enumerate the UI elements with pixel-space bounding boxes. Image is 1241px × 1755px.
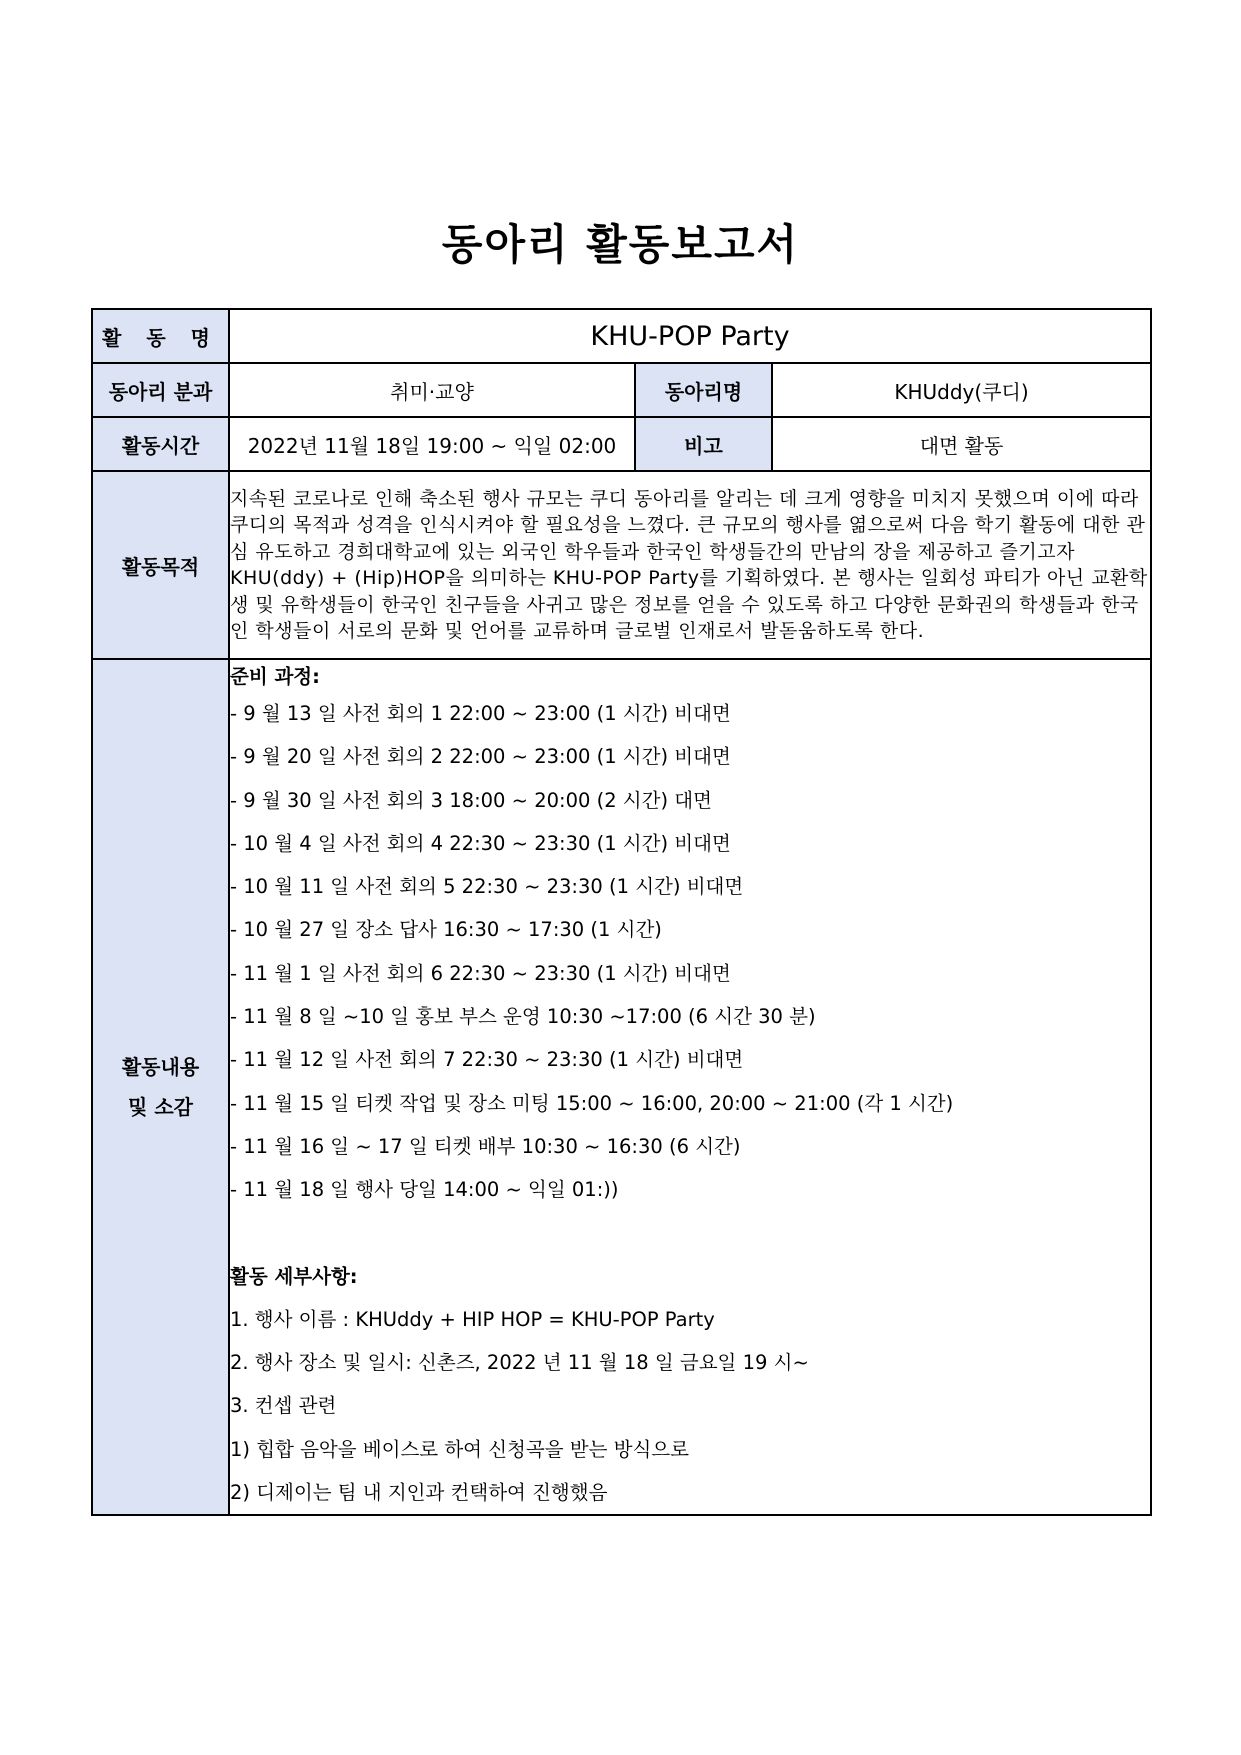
preparation-item: - 11 월 8 일 ~10 일 홍보 부스 운영 10:30 ~17:00 (6 시간 30 분) [230, 1005, 816, 1029]
preparation-heading: 준비 과정: [230, 665, 320, 688]
purpose-text: 지속된 코로나로 인해 축소된 행사 규모는 쿠디 동아리를 알리는 데 크게 영향을 미치지 못했으며 이에 따라 쿠디의 목적과 성격을 인식시켜야 할 필요성을 느꼈다. 큰 규모의 행사를 엶으로써 다음 학기 활동에 대한 관심 유도하고 경희대학교에 있는 외국인 학우들과 한국인 학생들간의 만남의 장을 제공하고 즐기고자 KHU(ddy) + (Hip)HOP을 의미하는 KHU-POP Party를 기획하였다. 본 행사는 일회성 파티가 아닌 교환학생 및 유학생들이 한국인 친구들을 사귀고 많은 정보를 얻을 수 있도록 하고 다양한 문화권의 학생들과 한국인 학생들이 서로의 문화 및 언어를 교류하며 글로벌 인재로서 발돋움하도록 한다. [229, 471, 1151, 659]
time-label: 활동시간 [92, 417, 229, 471]
content-label-line2: 및 소감 [128, 1095, 193, 1120]
preparation-item: - 11 월 16 일 ~ 17 일 티켓 배부 10:30 ~ 16:30 (6 시간) [230, 1134, 741, 1158]
section-spacer [230, 1212, 1150, 1255]
preparation-item: - 9 월 20 일 사전 회의 2 22:00 ~ 23:00 (1 시간) 비대면 [230, 745, 731, 769]
activity-name-row [92, 309, 1151, 363]
time-row [92, 417, 1151, 471]
preparation-item: - 11 월 15 일 티켓 작업 및 장소 미팅 15:00 ~ 16:00, 20:00 ~ 21:00 (각 1 시간) [230, 1091, 954, 1115]
club-name-label: 동아리명 [635, 363, 772, 417]
preparation-item: - 9 월 30 일 사전 회의 3 18:00 ~ 20:00 (2 시간) 대면 [230, 788, 712, 812]
preparation-item: - 10 월 11 일 사전 회의 5 22:30 ~ 23:30 (1 시간) 비대면 [230, 875, 744, 899]
details-item: 3. 컨셉 관련 [230, 1394, 337, 1418]
preparation-item: - 10 월 27 일 장소 답사 16:30 ~ 17:30 (1 시간) [230, 918, 662, 942]
club-name-value: KHUddy(쿠디) [772, 363, 1151, 417]
content-row [92, 659, 1151, 1515]
category-row [92, 363, 1151, 417]
report-table [91, 308, 1152, 1516]
category-label: 동아리 분과 [92, 363, 229, 417]
details-list [230, 1298, 1150, 1514]
activity-name-label: 활 동 명 [92, 309, 229, 363]
preparation-list [230, 692, 1150, 1212]
activity-name-value: KHU-POP Party [229, 309, 1151, 363]
content-body [229, 659, 1151, 1515]
preparation-item: - 9 월 13 일 사전 회의 1 22:00 ~ 23:00 (1 시간) 비대면 [230, 702, 731, 725]
details-item: 1. 행사 이름 : KHUddy + HIP HOP = KHU-POP Party [230, 1307, 715, 1331]
note-label: 비고 [635, 417, 772, 471]
content-label-line1: 활동내용 [121, 1055, 200, 1080]
preparation-item: - 11 월 18 일 행사 당일 14:00 ~ 익일 01:)) [230, 1178, 619, 1202]
content-label [92, 659, 229, 1515]
details-heading: 활동 세부사항: [230, 1264, 358, 1288]
purpose-row [92, 471, 1151, 659]
details-item: 1) 힙합 음악을 베이스로 하여 신청곡을 받는 방식으로 [230, 1437, 689, 1461]
purpose-label: 활동목적 [92, 471, 229, 659]
category-value: 취미·교양 [229, 363, 635, 417]
preparation-item: - 10 월 4 일 사전 회의 4 22:30 ~ 23:30 (1 시간) 비대면 [230, 831, 731, 855]
details-item: 2. 행사 장소 및 일시: 신촌즈, 2022 년 11 월 18 일 금요일 19 시~ [230, 1351, 809, 1375]
note-value: 대면 활동 [772, 417, 1151, 471]
time-value: 2022년 11월 18일 19:00 ~ 익일 02:00 [229, 417, 635, 471]
preparation-item: - 11 월 12 일 사전 회의 7 22:30 ~ 23:30 (1 시간) 비대면 [230, 1048, 744, 1072]
document-title: 동아리 활동보고서 [441, 220, 800, 269]
details-item: 2) 디제이는 팀 내 지인과 컨택하여 진행했음 [230, 1481, 608, 1505]
preparation-item: - 11 월 1 일 사전 회의 6 22:30 ~ 23:30 (1 시간) 비대면 [230, 961, 731, 985]
